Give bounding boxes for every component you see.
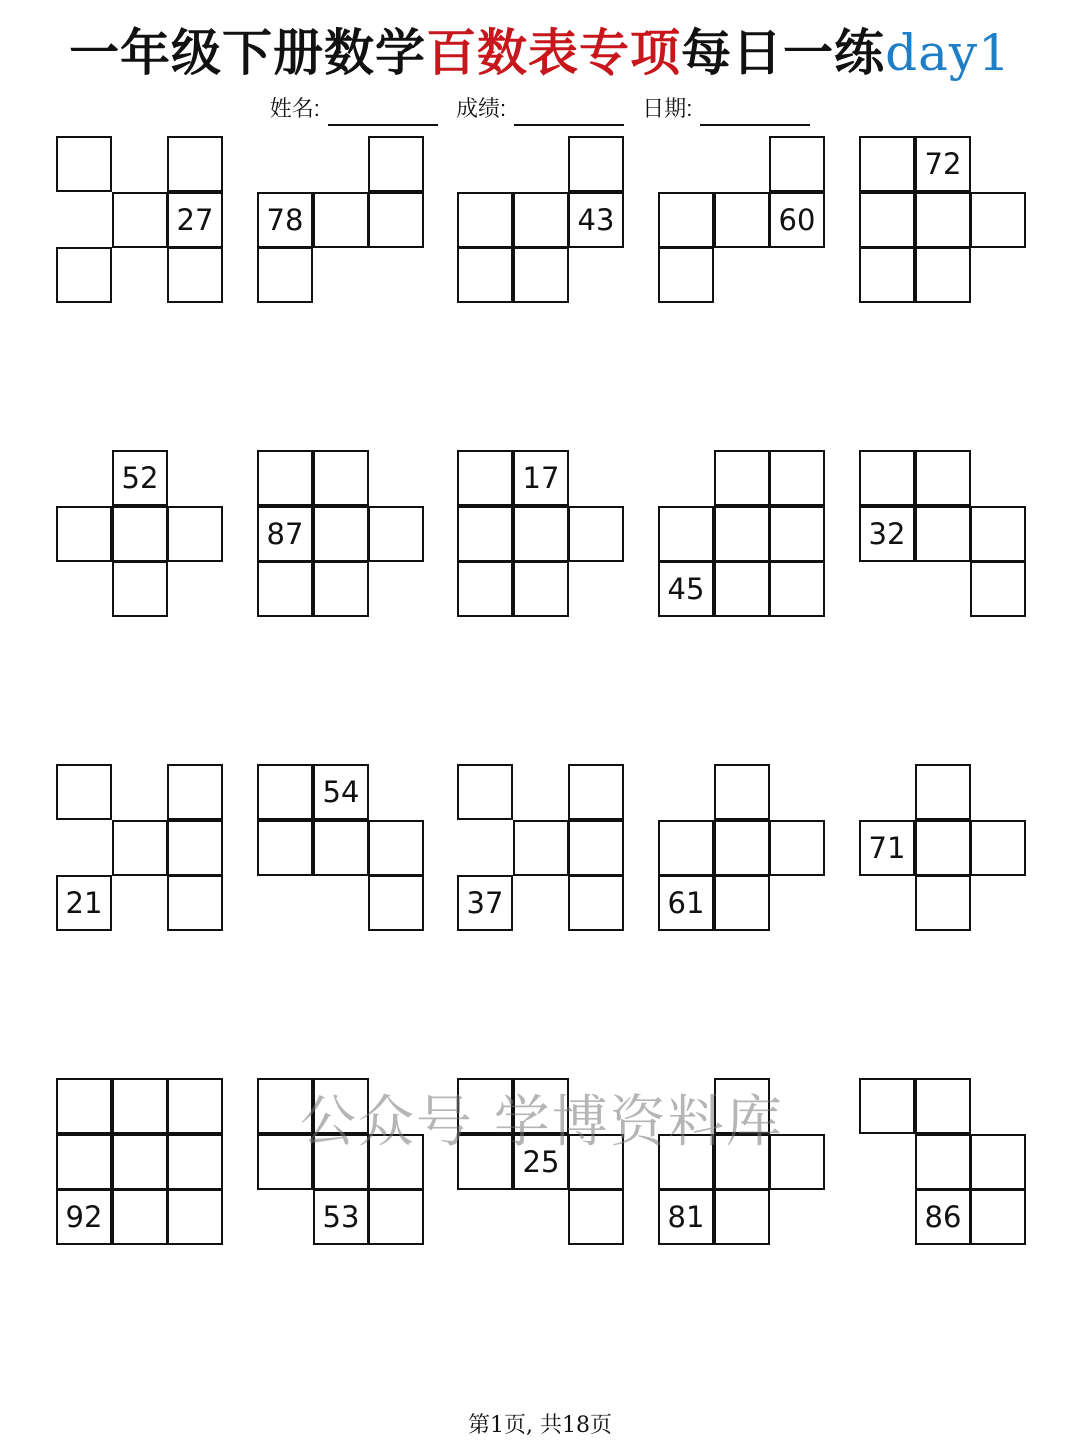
blank-answer-cell[interactable] bbox=[970, 561, 1026, 617]
blank-answer-cell[interactable] bbox=[457, 450, 513, 506]
blank-answer-cell[interactable] bbox=[513, 561, 569, 617]
blank-answer-cell[interactable] bbox=[970, 1134, 1026, 1190]
given-number: 87 bbox=[266, 517, 304, 551]
blank-answer-cell[interactable] bbox=[56, 1078, 112, 1134]
given-number-cell bbox=[568, 192, 624, 248]
given-number: 54 bbox=[322, 775, 360, 809]
number-grid-puzzle bbox=[859, 1078, 1029, 1248]
blank-answer-cell[interactable] bbox=[167, 1189, 223, 1245]
page-footer: 第1页, 共18页 bbox=[468, 1413, 612, 1438]
blank-answer-cell[interactable] bbox=[859, 1078, 915, 1134]
blank-answer-cell[interactable] bbox=[769, 820, 825, 876]
given-number-cell bbox=[915, 1189, 971, 1245]
blank-answer-cell[interactable] bbox=[368, 192, 424, 248]
blank-answer-cell[interactable] bbox=[915, 820, 971, 876]
blank-answer-cell[interactable] bbox=[112, 561, 168, 617]
number-grid-puzzle bbox=[859, 764, 1029, 934]
blank-answer-cell[interactable] bbox=[313, 561, 369, 617]
blank-answer-cell[interactable] bbox=[167, 820, 223, 876]
given-number: 92 bbox=[65, 1200, 103, 1234]
given-number: 61 bbox=[667, 886, 705, 920]
given-number: 37 bbox=[466, 886, 504, 920]
blank-answer-cell[interactable] bbox=[56, 247, 112, 303]
score-blank[interactable] bbox=[514, 100, 624, 126]
given-number-cell bbox=[769, 192, 825, 248]
blank-answer-cell[interactable] bbox=[368, 875, 424, 931]
number-grid-puzzle bbox=[257, 450, 427, 620]
blank-answer-cell[interactable] bbox=[313, 506, 369, 562]
blank-answer-cell[interactable] bbox=[970, 506, 1026, 562]
blank-answer-cell[interactable] bbox=[915, 875, 971, 931]
blank-answer-cell[interactable] bbox=[368, 820, 424, 876]
blank-answer-cell[interactable] bbox=[313, 450, 369, 506]
blank-answer-cell[interactable] bbox=[167, 1078, 223, 1134]
blank-answer-cell[interactable] bbox=[714, 450, 770, 506]
blank-answer-cell[interactable] bbox=[513, 506, 569, 562]
number-grid-puzzle bbox=[257, 136, 427, 306]
blank-answer-cell[interactable] bbox=[714, 192, 770, 248]
blank-answer-cell[interactable] bbox=[167, 136, 223, 192]
given-number: 21 bbox=[65, 886, 103, 920]
blank-answer-cell[interactable] bbox=[568, 1189, 624, 1245]
number-grid-puzzle bbox=[56, 764, 226, 934]
blank-answer-cell[interactable] bbox=[368, 506, 424, 562]
student-info-row bbox=[0, 92, 1080, 126]
blank-answer-cell[interactable] bbox=[769, 506, 825, 562]
given-number-cell bbox=[313, 764, 369, 820]
title-part-day: day1 bbox=[885, 24, 1011, 82]
given-number: 72 bbox=[924, 147, 962, 181]
given-number-cell bbox=[257, 192, 313, 248]
given-number-cell bbox=[56, 1189, 112, 1245]
given-number-cell bbox=[658, 875, 714, 931]
blank-answer-cell[interactable] bbox=[513, 247, 569, 303]
given-number: 43 bbox=[577, 203, 615, 237]
blank-answer-cell[interactable] bbox=[568, 136, 624, 192]
blank-answer-cell[interactable] bbox=[56, 1134, 112, 1190]
given-number: 60 bbox=[778, 203, 816, 237]
blank-answer-cell[interactable] bbox=[56, 136, 112, 192]
number-grid-puzzle bbox=[457, 136, 627, 306]
given-number-cell bbox=[513, 450, 569, 506]
blank-answer-cell[interactable] bbox=[915, 247, 971, 303]
blank-answer-cell[interactable] bbox=[112, 1134, 168, 1190]
blank-answer-cell[interactable] bbox=[368, 136, 424, 192]
given-number-cell bbox=[257, 506, 313, 562]
blank-answer-cell[interactable] bbox=[167, 506, 223, 562]
given-number: 81 bbox=[667, 1200, 705, 1234]
title-part-grade: 一年级下册数学 bbox=[69, 23, 427, 82]
blank-answer-cell[interactable] bbox=[257, 450, 313, 506]
blank-answer-cell[interactable] bbox=[915, 506, 971, 562]
given-number: 45 bbox=[667, 572, 705, 606]
blank-answer-cell[interactable] bbox=[915, 1078, 971, 1134]
blank-answer-cell[interactable] bbox=[769, 561, 825, 617]
name-field[interactable] bbox=[270, 96, 438, 121]
given-number: 32 bbox=[868, 517, 906, 551]
blank-answer-cell[interactable] bbox=[167, 247, 223, 303]
blank-answer-cell[interactable] bbox=[167, 1134, 223, 1190]
number-grid-puzzle bbox=[457, 764, 627, 934]
blank-answer-cell[interactable] bbox=[714, 764, 770, 820]
given-number-cell bbox=[915, 136, 971, 192]
number-grid-puzzle bbox=[457, 450, 627, 620]
given-number-cell bbox=[658, 1189, 714, 1245]
blank-answer-cell[interactable] bbox=[167, 764, 223, 820]
blank-answer-cell[interactable] bbox=[457, 561, 513, 617]
blank-answer-cell[interactable] bbox=[859, 192, 915, 248]
blank-answer-cell[interactable] bbox=[859, 247, 915, 303]
blank-answer-cell[interactable] bbox=[568, 820, 624, 876]
blank-answer-cell[interactable] bbox=[457, 506, 513, 562]
blank-answer-cell[interactable] bbox=[658, 192, 714, 248]
blank-answer-cell[interactable] bbox=[368, 1189, 424, 1245]
given-number-cell bbox=[56, 875, 112, 931]
blank-answer-cell[interactable] bbox=[56, 764, 112, 820]
blank-answer-cell[interactable] bbox=[859, 136, 915, 192]
blank-answer-cell[interactable] bbox=[915, 764, 971, 820]
given-number-cell bbox=[167, 192, 223, 248]
blank-answer-cell[interactable] bbox=[658, 820, 714, 876]
number-grid-puzzle bbox=[257, 764, 427, 934]
blank-answer-cell[interactable] bbox=[568, 875, 624, 931]
blank-answer-cell[interactable] bbox=[714, 1189, 770, 1245]
blank-answer-cell[interactable] bbox=[714, 875, 770, 931]
given-number-cell bbox=[313, 1189, 369, 1245]
number-grid-puzzle bbox=[859, 450, 1029, 620]
name-label: 姓名: bbox=[269, 96, 320, 121]
number-grid-puzzle bbox=[56, 136, 226, 306]
number-grid-puzzle bbox=[56, 1078, 226, 1248]
blank-answer-cell[interactable] bbox=[112, 192, 168, 248]
blank-answer-cell[interactable] bbox=[112, 820, 168, 876]
given-number: 52 bbox=[121, 461, 159, 495]
score-field[interactable] bbox=[456, 96, 624, 121]
blank-answer-cell[interactable] bbox=[257, 820, 313, 876]
blank-answer-cell[interactable] bbox=[313, 820, 369, 876]
title-part-topic: 百数表专项 bbox=[426, 23, 682, 82]
score-label: 成绩: bbox=[455, 96, 507, 121]
blank-answer-cell[interactable] bbox=[970, 192, 1026, 248]
blank-answer-cell[interactable] bbox=[457, 192, 513, 248]
given-number-cell bbox=[112, 450, 168, 506]
blank-answer-cell[interactable] bbox=[568, 506, 624, 562]
title-part-daily: 每日一练 bbox=[681, 23, 886, 82]
number-grid-puzzle bbox=[56, 450, 226, 620]
date-label: 日期: bbox=[642, 96, 693, 121]
blank-answer-cell[interactable] bbox=[257, 764, 313, 820]
given-number: 25 bbox=[522, 1145, 560, 1179]
date-field[interactable] bbox=[642, 96, 810, 121]
blank-answer-cell[interactable] bbox=[457, 247, 513, 303]
blank-answer-cell[interactable] bbox=[167, 875, 223, 931]
blank-answer-cell[interactable] bbox=[513, 820, 569, 876]
blank-answer-cell[interactable] bbox=[915, 192, 971, 248]
given-number: 17 bbox=[522, 461, 560, 495]
blank-answer-cell[interactable] bbox=[56, 506, 112, 562]
given-number: 86 bbox=[924, 1200, 962, 1234]
blank-answer-cell[interactable] bbox=[769, 136, 825, 192]
blank-answer-cell[interactable] bbox=[658, 247, 714, 303]
name-blank[interactable] bbox=[328, 100, 438, 126]
blank-answer-cell[interactable] bbox=[568, 764, 624, 820]
number-grid-puzzle bbox=[658, 764, 828, 934]
blank-answer-cell[interactable] bbox=[714, 506, 770, 562]
blank-answer-cell[interactable] bbox=[257, 247, 313, 303]
blank-answer-cell[interactable] bbox=[457, 764, 513, 820]
blank-answer-cell[interactable] bbox=[859, 450, 915, 506]
given-number: 53 bbox=[322, 1200, 360, 1234]
blank-answer-cell[interactable] bbox=[915, 1134, 971, 1190]
date-blank[interactable] bbox=[700, 100, 810, 126]
given-number-cell bbox=[859, 506, 915, 562]
watermark: 公众号 学博资料库 bbox=[300, 1090, 784, 1155]
blank-answer-cell[interactable] bbox=[513, 192, 569, 248]
given-number: 71 bbox=[868, 831, 906, 865]
number-grid-puzzle bbox=[658, 136, 828, 306]
blank-answer-cell[interactable] bbox=[970, 1189, 1026, 1245]
blank-answer-cell[interactable] bbox=[313, 192, 369, 248]
blank-answer-cell[interactable] bbox=[915, 450, 971, 506]
blank-answer-cell[interactable] bbox=[112, 1189, 168, 1245]
given-number: 27 bbox=[176, 203, 214, 237]
worksheet-title bbox=[0, 22, 1080, 84]
blank-answer-cell[interactable] bbox=[970, 820, 1026, 876]
blank-answer-cell[interactable] bbox=[112, 1078, 168, 1134]
blank-answer-cell[interactable] bbox=[112, 506, 168, 562]
given-number-cell bbox=[859, 820, 915, 876]
number-grid-puzzle bbox=[859, 136, 1029, 306]
blank-answer-cell[interactable] bbox=[658, 506, 714, 562]
blank-answer-cell[interactable] bbox=[714, 561, 770, 617]
given-number-cell bbox=[658, 561, 714, 617]
given-number-cell bbox=[457, 875, 513, 931]
blank-answer-cell[interactable] bbox=[714, 820, 770, 876]
number-grid-puzzle bbox=[658, 450, 828, 620]
blank-answer-cell[interactable] bbox=[257, 561, 313, 617]
blank-answer-cell[interactable] bbox=[769, 450, 825, 506]
given-number: 78 bbox=[266, 203, 304, 237]
